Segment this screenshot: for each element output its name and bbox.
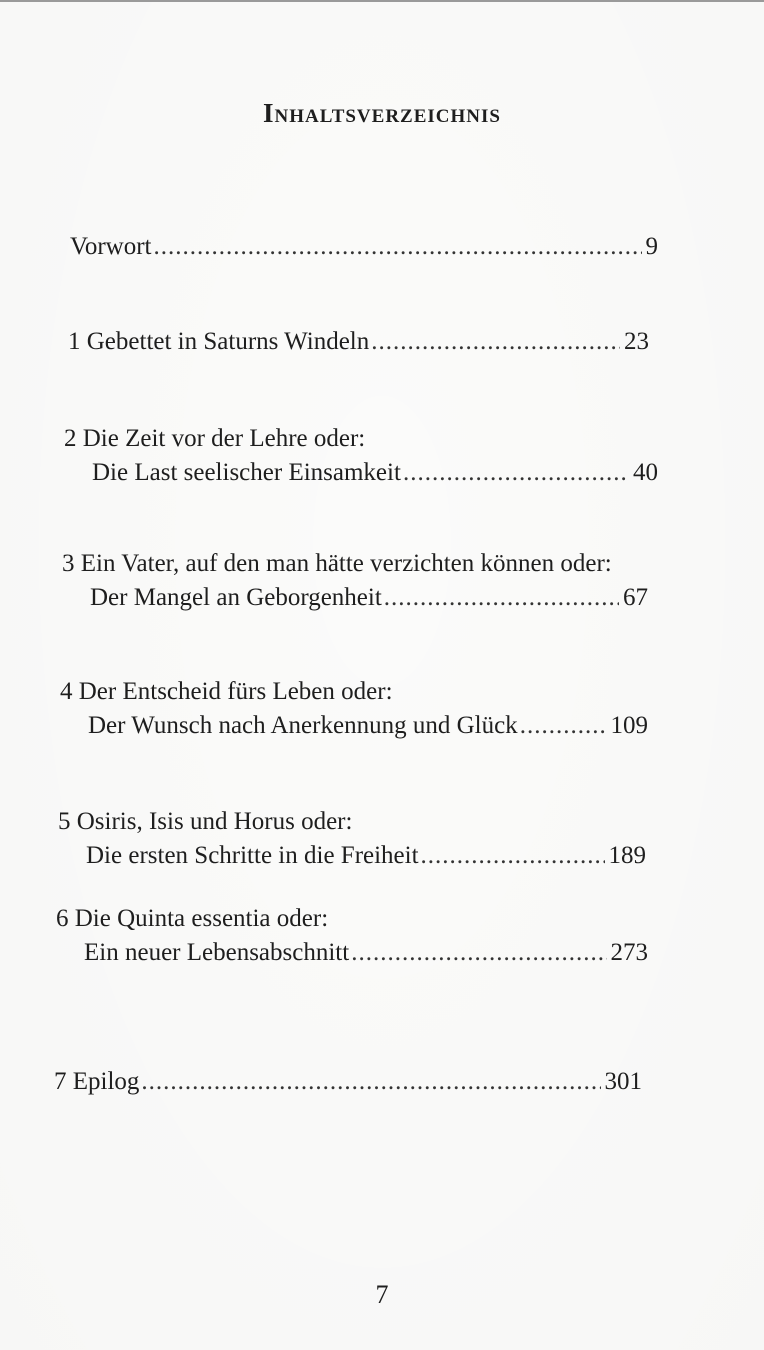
toc-entry-line [70, 230, 658, 264]
toc-entry [0, 1065, 764, 1099]
toc-entry-line [92, 456, 658, 490]
toc-entry [0, 675, 764, 743]
toc-entry [0, 902, 764, 970]
toc-entry [0, 325, 764, 359]
dot-leader [351, 936, 606, 970]
toc-entry-page: 109 [610, 712, 648, 739]
toc-entry-page: 189 [608, 842, 646, 869]
toc-entry-title-line [56, 902, 764, 936]
dot-leader [520, 709, 607, 743]
toc-entry [0, 805, 764, 873]
page-number: 7 [375, 1280, 389, 1309]
toc-entry-title: 6 Die Quinta essentia oder: [56, 905, 329, 932]
toc-entry-title-line [60, 675, 764, 709]
toc-entry-subtitle: Der Wunsch nach Anerkennung und Glück [88, 712, 518, 739]
toc-entry-line [88, 709, 648, 743]
toc-entry-page: 67 [623, 584, 648, 611]
toc-entry-subtitle: Der Mangel an Geborgenheit [90, 584, 382, 611]
toc-entry-page: 23 [624, 328, 649, 355]
toc-title: Inhaltsverzeichnis [263, 98, 501, 128]
toc-entry-title: 5 Osiris, Isis und Horus oder: [58, 808, 353, 835]
toc-entry-line [54, 1065, 642, 1099]
toc-entry-page: 273 [610, 939, 648, 966]
dot-leader [384, 581, 619, 615]
toc-entry [0, 422, 764, 490]
toc-entry-title: 1 Gebettet in Saturns Windeln [68, 328, 370, 355]
toc-entry-title: 4 Der Entscheid fürs Leben oder: [60, 678, 393, 705]
toc-entry-page: 301 [604, 1068, 642, 1095]
toc-entry-line [86, 839, 646, 873]
toc-entry-line [90, 581, 648, 615]
toc-entry-subtitle: Die ersten Schritte in die Freiheit [86, 842, 419, 869]
toc-entry-page: 40 [633, 459, 658, 486]
toc-entry-title: 7 Epilog [54, 1068, 140, 1095]
toc-entry [0, 230, 764, 264]
toc-entry-line [84, 936, 648, 970]
toc-entry-title: Vorwort [70, 233, 152, 260]
toc-entry-page: 9 [645, 233, 658, 260]
toc-entry [0, 547, 764, 615]
toc-entry-subtitle: Die Last seelischer Einsamkeit [92, 459, 401, 486]
toc-entry-title: 2 Die Zeit vor der Lehre oder: [64, 425, 366, 452]
toc-entry-title: 3 Ein Vater, auf den man hätte verzichten können oder: [62, 550, 612, 577]
toc-entry-line [68, 325, 649, 359]
toc-entry-title-line [58, 805, 764, 839]
dot-leader [403, 456, 629, 490]
toc-entry-title-line [64, 422, 764, 456]
dot-leader [153, 230, 641, 264]
dot-leader [141, 1065, 600, 1099]
toc-entry-title-line [62, 547, 764, 581]
toc-entry-subtitle: Ein neuer Lebensabschnitt [84, 939, 350, 966]
dot-leader [421, 839, 605, 873]
dot-leader [371, 325, 620, 359]
